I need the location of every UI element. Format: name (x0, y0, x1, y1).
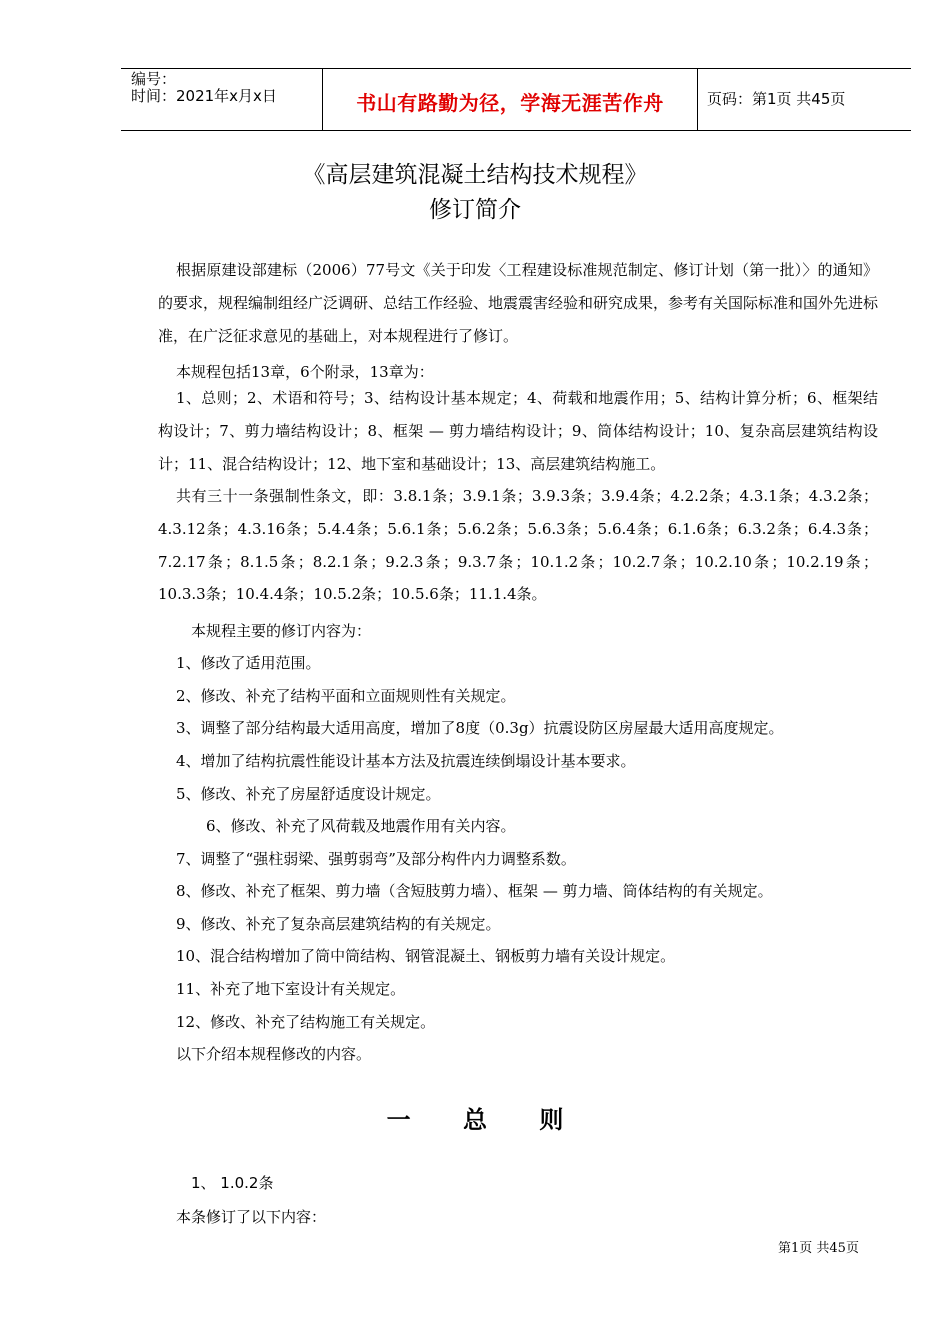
closing-line: 以下介绍本规程修改的内容。 (176, 1045, 372, 1063)
chapter-list-paragraph: 1、总则；2、术语和符号；3、结构设计基本规定；4、荷载和地震作用；5、结构计算分析；6、框架结构设计；7、剪力墙结构设计；8、框架 — 剪力墙结构设计；9、筒体结构设计；10、复杂高层建筑结构设计；11、混合结构设计；12、地下室和基础设计；13、高层建筑结构施工。 (158, 389, 878, 473)
page-footer: 第1页 共45页 (778, 1241, 859, 1256)
header-mid-cell (322, 69, 698, 130)
document-subtitle: 修订简介 (429, 197, 521, 223)
list-item: 6、修改、补充了风荷载及地震作用有关内容。 (206, 817, 516, 835)
header-left-cell (121, 69, 322, 130)
header-right-cell (697, 69, 911, 130)
list-item: 3、调整了部分结构最大适用高度，增加了8度（0.3g）抗震设防区房屋最大适用高度规定。 (176, 719, 784, 737)
document-header (121, 68, 911, 131)
list-item: 10、混合结构增加了筒中筒结构、钢管混凝土、钢板剪力墙有关设计规定。 (176, 947, 676, 965)
mandatory-clauses-paragraph: 共有三十一条强制性条文，即：3.8.1条；3.9.1条；3.9.3条；3.9.4条；4.2.2条；4.3.1条；4.3.2条；4.3.12条；4.3.16条；5.4.4条；5.6.1条；5.6.2条；5.6.3条；5.6.4条；6.1.6条；6.3.2条；6.4.3条；7.2.17条；8.1.5条；8.2.1条；9.2.3条；9.3.7条；10.1.2条；10.2.7条；10.2.10条；10.2.19条；10.3.3条；10.4.4条；10.5.2条；10.5.6条；11.1.4条。 (158, 487, 878, 604)
document-title: 《高层建筑混凝土结构技术规程》 (302, 162, 648, 188)
section-heading: 一 总 则 (386, 1106, 586, 1134)
list-item: 8、修改、补充了框架、剪力墙（含短肢剪力墙）、框架 — 剪力墙、筒体结构的有关规定。 (176, 882, 773, 900)
chapter-count-line: 本规程包括13章，6个附录，13章为： (176, 363, 434, 381)
motto: 书山有路勤为径，学海无涯苦作舟 (356, 91, 664, 115)
list-item: 1、修改了适用范围。 (176, 654, 321, 672)
clause-heading: 1、 1.0.2条 (191, 1174, 274, 1192)
page-number-label: 页码：第1页 共45页 (707, 90, 846, 108)
list-item: 12、修改、补充了结构施工有关规定。 (176, 1013, 436, 1031)
list-item: 11、补充了地下室设计有关规定。 (176, 980, 406, 998)
document-time-label: 时间：2021年x月x日 (131, 87, 277, 105)
clause-text: 本条修订了以下内容： (176, 1208, 327, 1226)
document-id-label: 编号： (131, 70, 177, 88)
revisions-intro: 本规程主要的修订内容为： (191, 622, 372, 640)
intro-paragraph: 根据原建设部建标（2006）77号文《关于印发〈工程建设标准规范制定、修订计划（第一批）〉的通知》的要求，规程编制组经广泛调研、总结工作经验、地震震害经验和研究成果，参考有关国际标准和国外先进标准，在广泛征求意见的基础上，对本规程进行了修订。 (158, 261, 879, 345)
list-item: 4、增加了结构抗震性能设计基本方法及抗震连续倒塌设计基本要求。 (176, 752, 636, 770)
list-item: 2、修改、补充了结构平面和立面规则性有关规定。 (176, 687, 516, 705)
list-item: 7、调整了“强柱弱梁、强剪弱弯”及部分构件内力调整系数。 (176, 850, 576, 868)
list-item: 9、修改、补充了复杂高层建筑结构的有关规定。 (176, 915, 501, 933)
list-item: 5、修改、补充了房屋舒适度设计规定。 (176, 785, 441, 803)
